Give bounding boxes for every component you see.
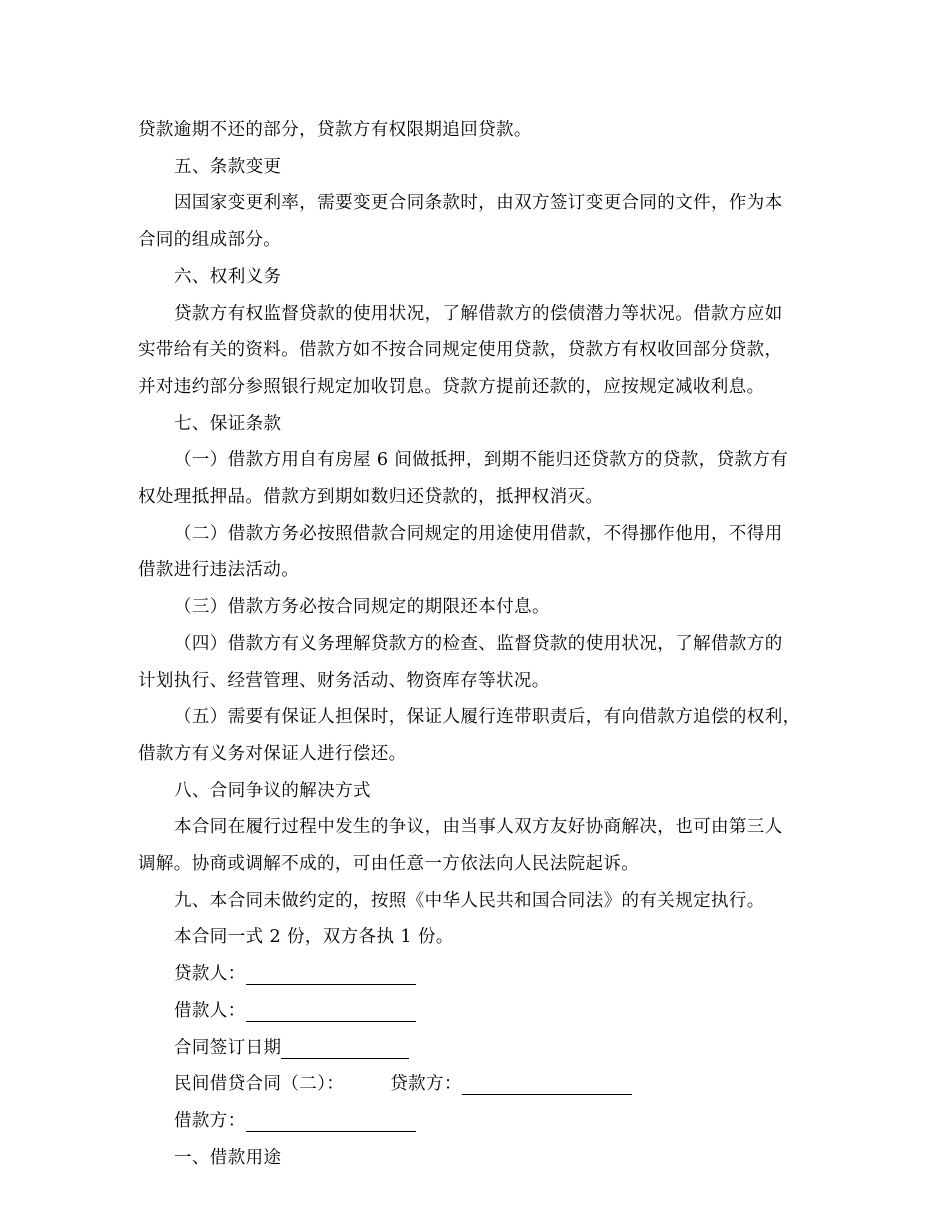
contract2-lender-blank — [462, 1072, 632, 1095]
paragraph-line: 借款方有义务对保证人进行偿还。 — [138, 743, 407, 764]
section-heading-6: 六、权利义务 — [174, 266, 282, 287]
paragraph-line: 并对违约部分参照银行规定加收罚息。贷款方提前还款的，应按规定减收利息。 — [138, 376, 765, 397]
contract2-borrower-blank — [246, 1109, 416, 1132]
paragraph-line: 实带给有关的资料。借款方如不按合同规定使用贷款，贷款方有权收回部分贷款， — [138, 340, 783, 361]
contract2-section-heading-1: 一、借款用途 — [174, 1147, 282, 1168]
paragraph-line: 调解。协商或调解不成的，可由任意一方依法向人民法院起诉。 — [138, 854, 640, 875]
contract2-title: 民间借贷合同（二）： — [174, 1074, 345, 1095]
contract2-borrower-line — [138, 1103, 818, 1140]
lender-blank — [246, 962, 416, 985]
paragraph-line: 贷款方有权监督贷款的使用状况，了解借款方的偿债潜力等状况。借款方应如 — [174, 303, 783, 324]
paragraph-line: 贷款逾期不还的部分，贷款方有权限期追回贷款。 — [138, 120, 532, 140]
paragraph-line: （五）需要有保证人担保时，保证人履行连带职责后，有向借款方追偿的权利， — [174, 707, 801, 728]
paragraph-line: 计划执行、经营管理、财务活动、物资库存等状况。 — [138, 670, 550, 691]
paragraph-line: 借款进行违法活动。 — [138, 560, 300, 581]
signing-date-label: 合同签订日期 — [174, 1037, 282, 1058]
paragraph-line: 九、本合同未做约定的，按照《中华人民共和国合同法》的有关规定执行。 — [174, 890, 765, 911]
document-body — [138, 112, 818, 1176]
borrower-signature-line — [138, 993, 818, 1030]
paragraph-line: （二）借款方务必按照借款合同规定的用途使用借款，不得挪作他用，不得用 — [174, 523, 783, 544]
section-heading-7: 七、保证条款 — [174, 413, 282, 434]
paragraph-line: 权处理抵押品。借款方到期如数归还贷款的，抵押权消灭。 — [138, 487, 604, 508]
paragraph-line: （三）借款方务必按合同规定的期限还本付息。 — [174, 597, 550, 618]
signing-date-blank — [281, 1036, 409, 1059]
paragraph-line: 本合同一式 2 份，双方各执 1 份。 — [174, 927, 454, 948]
contract2-lender-label: 贷款方： — [390, 1074, 462, 1095]
paragraph-line: 合同的组成部分。 — [138, 230, 282, 251]
paragraph-line: （四）借款方有义务理解贷款方的检查、监督贷款的使用状况，了解借款方的 — [174, 633, 783, 654]
paragraph-line: 因国家变更利率，需要变更合同条款时，由双方签订变更合同的文件，作为本 — [174, 193, 783, 214]
section-heading-5: 五、条款变更 — [174, 156, 282, 177]
paragraph-line: 本合同在履行过程中发生的争议，由当事人双方友好协商解决，也可由第三人 — [174, 817, 783, 838]
borrower-blank — [246, 999, 416, 1022]
section-heading-8: 八、合同争议的解决方式 — [174, 780, 371, 801]
contract2-borrower-label: 借款方： — [174, 1110, 246, 1131]
borrower-label: 借款人： — [174, 1000, 246, 1021]
lender-label: 贷款人： — [174, 964, 246, 985]
contract2-title-line — [138, 1066, 818, 1103]
signing-date-line — [138, 1030, 818, 1067]
lender-signature-line — [138, 956, 818, 993]
paragraph-line: （一）借款方用自有房屋 6 间做抵押，到期不能归还贷款方的贷款，贷款方有 — [174, 450, 789, 471]
